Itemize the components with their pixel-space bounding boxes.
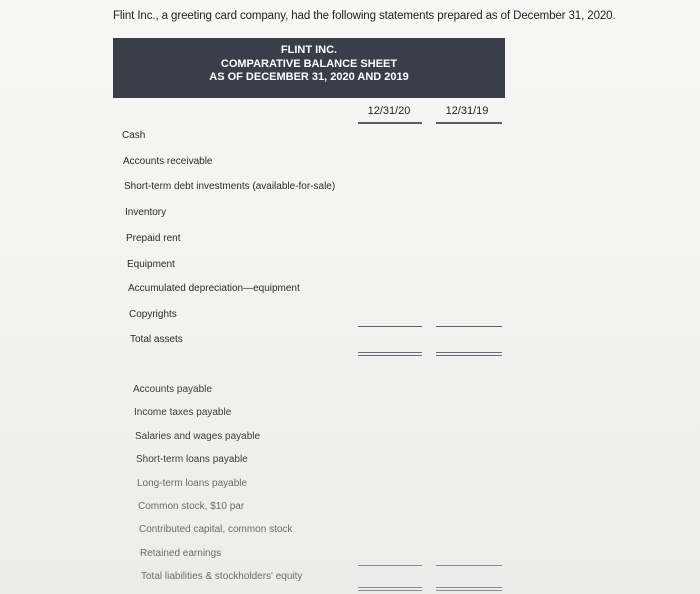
total-double-line-2020 <box>358 355 422 356</box>
row-label: Long-term loans payable <box>137 478 248 489</box>
row-label: Income taxes payable <box>134 407 232 418</box>
row-label: Cash <box>122 130 146 141</box>
row-label: Total liabilities & stockholders' equity <box>141 571 303 582</box>
row-label: Accounts receivable <box>123 156 213 167</box>
total-double-line-2019 <box>436 352 502 353</box>
row-label: Accounts payable <box>133 384 212 395</box>
column-header-2020: 12/31/20 <box>367 105 411 117</box>
row-label: Common stock, $10 par <box>138 501 245 512</box>
subtotal-line-2019 <box>436 326 502 327</box>
row-label: Short-term debt investments (available-for-sale) <box>124 181 336 192</box>
row-label: Prepaid rent <box>126 233 181 244</box>
intro-text: Flint Inc., a greeting card company, had the following statements prepared as of December 31, 2020. <box>113 10 616 22</box>
row-label: Short-term loans payable <box>136 454 248 465</box>
subtotal-line-2020 <box>358 326 422 327</box>
total-double-line-2019 <box>436 590 502 591</box>
statement-subtitle: AS OF DECEMBER 31, 2020 AND 2019 <box>209 71 409 83</box>
statement-header <box>113 38 505 98</box>
company-name: FLINT INC. <box>280 44 338 56</box>
column-header-2019: 12/31/19 <box>445 105 489 117</box>
row-label: Inventory <box>125 207 167 218</box>
total-double-line-2020 <box>358 587 422 588</box>
row-label: Salaries and wages payable <box>135 431 261 442</box>
statement-title: COMPARATIVE BALANCE SHEET <box>220 57 398 70</box>
total-double-line-2020 <box>358 590 422 591</box>
column-underline-2019 <box>436 122 502 124</box>
column-underline-2020 <box>358 122 422 124</box>
total-double-line-2020 <box>358 352 422 353</box>
row-label: Contributed capital, common stock <box>139 524 293 535</box>
row-label: Retained earnings <box>140 548 222 559</box>
row-label: Equipment <box>127 259 175 270</box>
row-label: Accumulated depreciation—equipment <box>128 283 300 294</box>
total-double-line-2019 <box>436 587 502 588</box>
row-label: Copyrights <box>129 309 177 320</box>
total-double-line-2019 <box>436 355 502 356</box>
subtotal-line-2019 <box>436 565 502 566</box>
subtotal-line-2020 <box>358 565 422 566</box>
row-label: Total assets <box>130 334 183 345</box>
